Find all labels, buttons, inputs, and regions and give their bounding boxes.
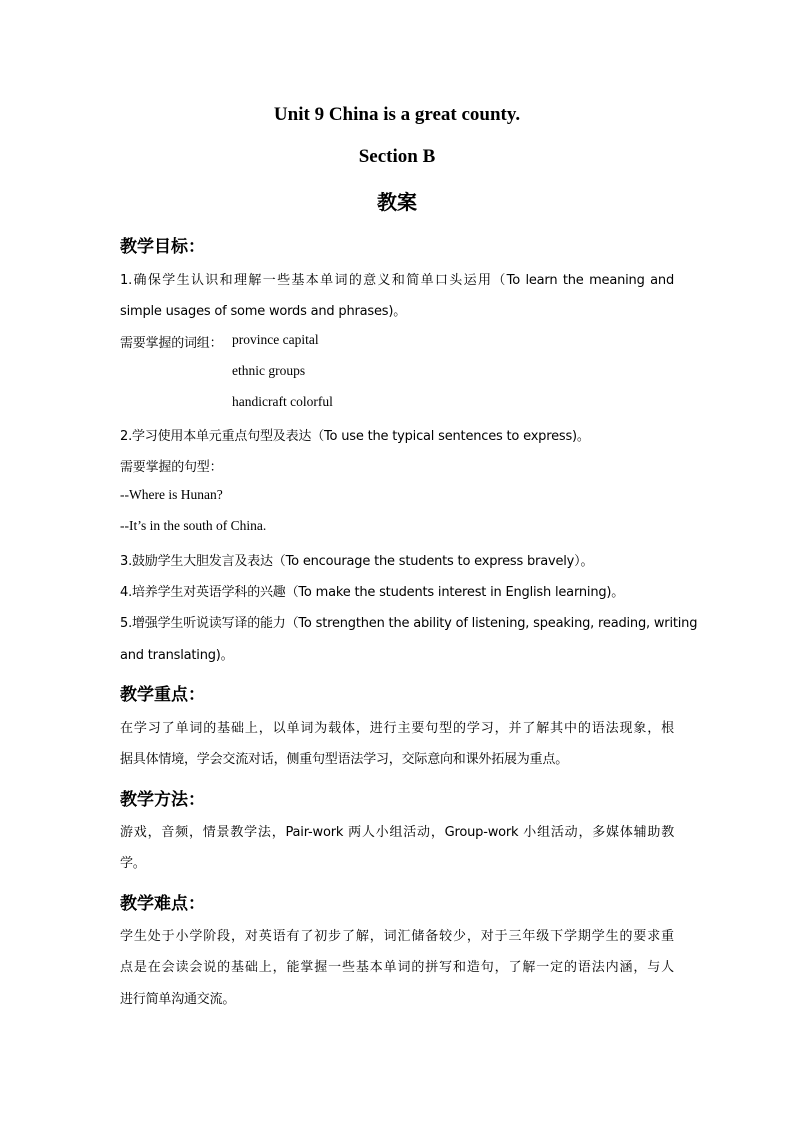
- pattern-item: --Where is Hunan?: [120, 487, 223, 502]
- vocab-item: province capital: [232, 332, 319, 347]
- vocab-item: handicraft colorful: [232, 394, 333, 409]
- method-line-1: 游戏，音频，情景教学法，Pair-work 两人小组活动，Group-work 小组活动，多媒体辅助教: [120, 825, 674, 840]
- difficulty-line-1: 学生处于小学阶段，对英语有了初步了解，词汇储备较少，对于三年级下学期学生的要求重: [120, 929, 674, 944]
- goal-3: 3.鼓励学生大胆发言及表达（To encourage the students to express bravely）。: [120, 554, 594, 569]
- focus-line-2: 据具体情境，学会交流对话，侧重句型语法学习，交际意向和课外拓展为重点。: [120, 752, 569, 767]
- difficulty-line-3: 进行简单沟通交流。: [120, 992, 236, 1007]
- goal-2: 2.学习使用本单元重点句型及表达（To use the typical sentences to express)。: [120, 429, 590, 444]
- heading-teaching-method: 教学方法：: [120, 790, 205, 810]
- heading-teaching-focus: 教学重点：: [120, 685, 205, 705]
- focus-line-1: 在学习了单词的基础上，以单词为载体，进行主要句型的学习，并了解其中的语法现象，根: [120, 721, 674, 736]
- heading-teaching-goals: 教学目标：: [120, 237, 205, 257]
- heading-teaching-difficulty: 教学难点：: [120, 894, 205, 914]
- vocab-item: ethnic groups: [232, 363, 306, 378]
- difficulty-line-2: 点是在会读会说的基础上，能掌握一些基本单词的拼写和造句，了解一定的语法内涵，与人: [120, 960, 674, 975]
- vocab-label: 需要掌握的词组：: [120, 336, 223, 351]
- document-title: Unit 9 China is a great county.: [273, 104, 521, 125]
- document-type-label: 教案: [377, 190, 417, 214]
- goal-5-line-2: and translating)。: [120, 648, 234, 663]
- method-line-2: 学。: [120, 856, 146, 871]
- pattern-label: 需要掌握的句型：: [120, 460, 223, 475]
- goal-1-line-1: 1.确保学生认识和理解一些基本单词的意义和简单口头运用（To learn the meaning and: [120, 273, 674, 288]
- pattern-item: --It’s in the south of China.: [120, 518, 267, 533]
- goal-1-line-2: simple usages of some words and phrases)。: [120, 304, 407, 319]
- document-subtitle: Section B: [358, 146, 436, 167]
- goal-4: 4.培养学生对英语学科的兴趣（To make the students interest in English learning)。: [120, 585, 625, 600]
- goal-5-line-1: 5.增强学生听说读写译的能力（To strengthen the ability of listening, speaking, reading, writing: [120, 616, 698, 631]
